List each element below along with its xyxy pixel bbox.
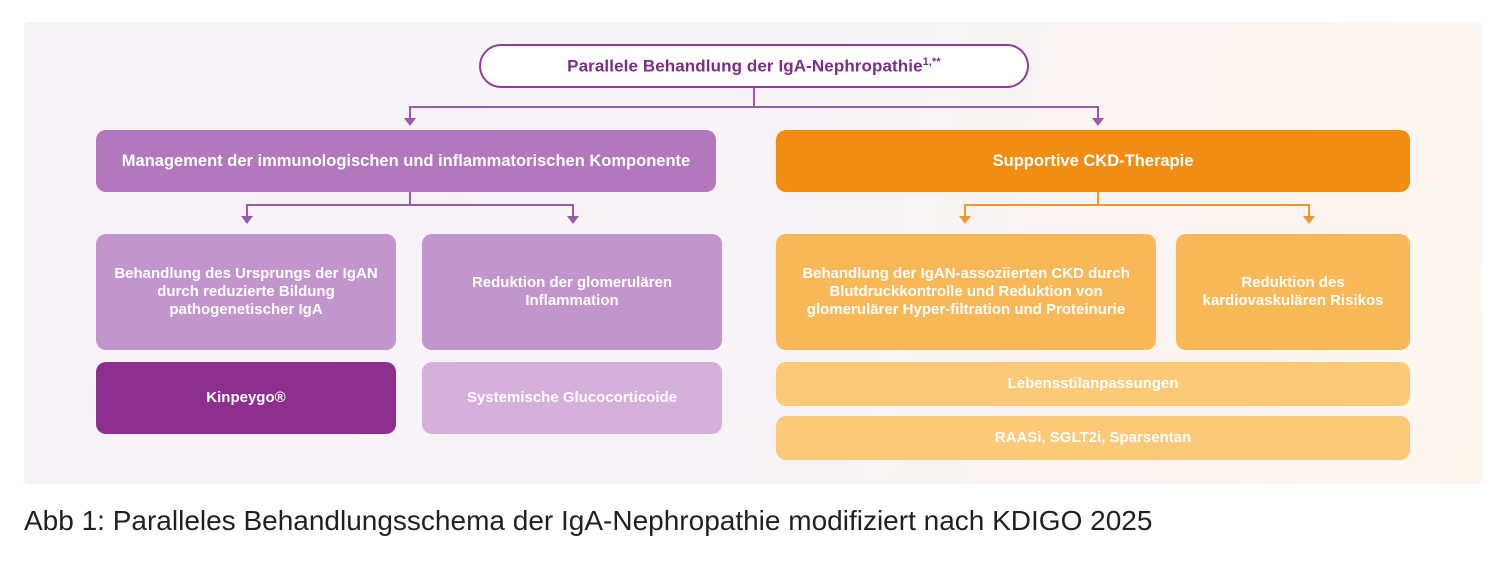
diagram-panel: [24, 22, 1482, 484]
branch-header-immunologic: Management der immunologischen und inflammatorischen Komponente: [96, 130, 716, 192]
connector-left-stem: [409, 192, 411, 204]
node-treatment-kinpeygo: Kinpeygo®: [96, 362, 396, 434]
node-immunologic-child-2: Reduktion der glomerulären Inflammation: [422, 234, 722, 350]
node-immunologic-child-1: Behandlung des Ursprungs der IgAN durch reduzierte Bildung pathogenetischer IgA: [96, 234, 396, 350]
arrow-root-left: [404, 118, 416, 126]
connector-left-horizontal: [246, 204, 572, 206]
root-node: [479, 44, 1029, 88]
node-treatment-glucocorticoids: Systemische Glucocorticoide: [422, 362, 722, 434]
arrow-left-child1: [241, 216, 253, 224]
connector-right-horizontal: [964, 204, 1308, 206]
arrow-left-child2: [567, 216, 579, 224]
arrow-root-right: [1092, 118, 1104, 126]
connector-right-stem: [1097, 192, 1099, 204]
node-treatment-lifestyle: Lebensstilanpassungen: [776, 362, 1410, 406]
node-supportive-child-1: Behandlung der IgAN-assoziierten CKD durch Blutdruckkontrolle und Reduktion von glomerulärer Hyper-filtration und Proteinurie: [776, 234, 1156, 350]
arrow-right-child2: [1303, 216, 1315, 224]
connector-root-horizontal: [409, 106, 1099, 108]
node-supportive-child-2: Reduktion des kardiovaskulären Risikos: [1176, 234, 1410, 350]
figure-caption: Abb 1: Paralleles Behandlungsschema der IgA-Nephropathie modifiziert nach KDIGO 2025: [24, 505, 1153, 536]
node-treatment-pharma: RAASi, SGLT2i, Sparsentan: [776, 416, 1410, 460]
branch-header-supportive: Supportive CKD-Therapie: [776, 130, 1410, 192]
connector-root-stem: [753, 88, 755, 106]
arrow-right-child1: [959, 216, 971, 224]
root-node-superscript: 1,**: [922, 55, 941, 68]
root-node-label: Parallele Behandlung der IgA-Nephropathie$^{1,**}$: [567, 55, 941, 76]
